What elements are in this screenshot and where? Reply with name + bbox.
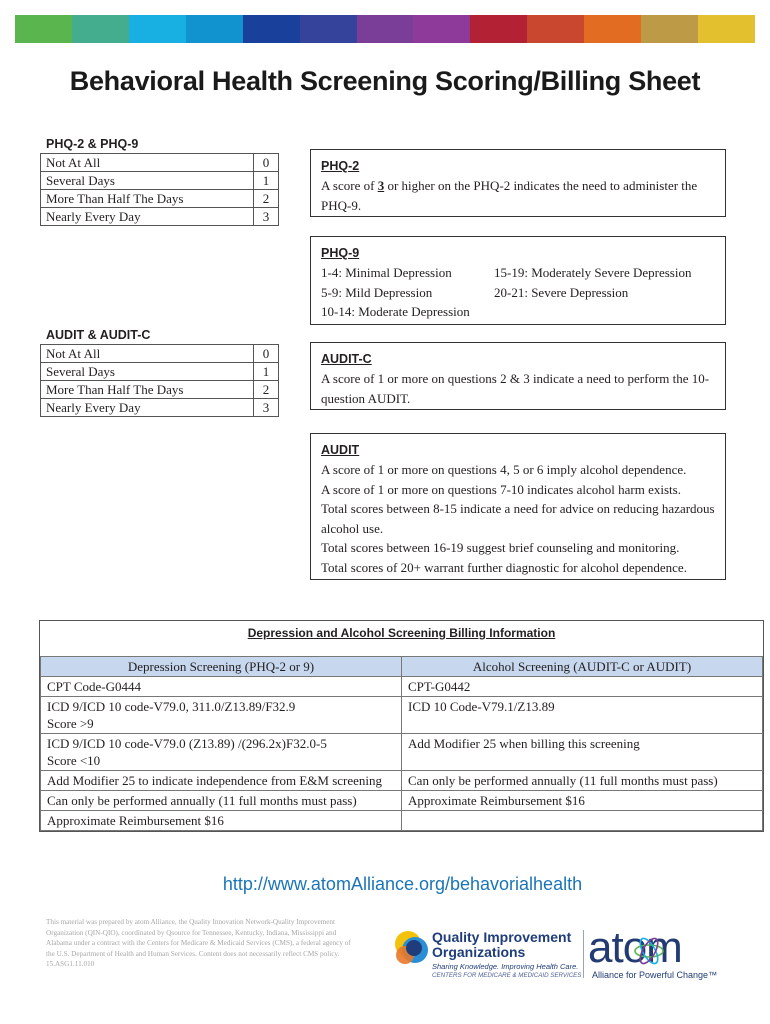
qio-tagline: Sharing Knowledge. Improving Health Care. <box>432 962 579 971</box>
phq9-range-list-left <box>321 263 494 322</box>
phq2-threshold-value: 3 <box>377 178 385 193</box>
audit-scale-table <box>40 344 279 417</box>
phq9-heading: PHQ-9 <box>321 246 360 260</box>
score-row <box>41 208 279 226</box>
alcohol-billing-cell: Approximate Reimbursement $16 <box>402 791 763 811</box>
qio-logo <box>392 928 592 984</box>
header-stripe-segment <box>584 15 641 43</box>
score-row <box>41 172 279 190</box>
billing-column-headers <box>41 657 763 677</box>
header-stripe-segment <box>243 15 300 43</box>
qio-sub: CENTERS FOR MEDICARE & MEDICAID SERVICES <box>432 972 582 979</box>
score-row-label: More Than Half The Days <box>41 190 254 208</box>
header-stripe-segment <box>641 15 698 43</box>
phq2-text <box>321 176 715 215</box>
header-stripe-segment <box>129 15 186 43</box>
phq9-range: 1-4: Minimal Depression <box>321 265 452 280</box>
phq-scale-table <box>40 153 279 226</box>
audit-line: Total scores between 8-15 indicate a need for advice on reducing hazardous alcohol use. <box>321 501 715 536</box>
score-row-label: Several Days <box>41 363 254 381</box>
score-row-value: 0 <box>254 154 279 172</box>
header-stripe-segment <box>72 15 129 43</box>
alcohol-billing-cell: Can only be performed annually (11 full months must pass) <box>402 771 763 791</box>
depression-billing-cell: CPT Code-G0444 <box>41 677 402 697</box>
billing-row <box>41 697 763 734</box>
phq9-range-list-right <box>494 263 691 322</box>
score-row <box>41 399 279 417</box>
header-stripe-segment <box>300 15 357 43</box>
score-row-label: Nearly Every Day <box>41 208 254 226</box>
score-row-label: More Than Half The Days <box>41 381 254 399</box>
header-color-stripe <box>15 15 755 43</box>
audit-line: Total scores of 20+ warrant further diagnostic for alcohol dependence. <box>321 559 687 575</box>
qio-globe-icon <box>392 928 432 968</box>
auditc-info-box <box>310 342 726 410</box>
phq9-range: 5-9: Mild Depression <box>321 284 433 300</box>
score-row-value: 1 <box>254 172 279 190</box>
billing-info-table <box>39 620 764 832</box>
billing-row <box>41 734 763 771</box>
score-row-value: 2 <box>254 190 279 208</box>
score-row-value: 3 <box>254 208 279 226</box>
disclaimer-text: This material was prepared by atom Alliance, the Quality Innovation Network-Quality Improvement Organization (QIN-QIO), coordinated by Qsource for Tennessee, Kentucky, Indiana, Mississippi and Alabama under a contract with the Centers for Medicare & Medicaid Services (CMS), a federal agency of the U.S. Department of Health and Human Services. Content does not necessarily reflect CMS policy. 15.ASG1.11.010 <box>46 918 351 968</box>
depression-billing-cell: Can only be performed annually (11 full months must pass) <box>41 791 402 811</box>
audit-line: A score of 1 or more on questions 4, 5 or 6 imply alcohol dependence. <box>321 462 687 477</box>
qio-name-line1: Quality Improvement <box>432 929 572 945</box>
alcohol-billing-cell <box>402 811 763 831</box>
alcohol-column-header: Alcohol Screening (AUDIT-C or AUDIT) <box>402 657 763 677</box>
header-stripe-segment <box>15 15 72 43</box>
header-stripe-segment <box>413 15 470 43</box>
depression-billing-cell: ICD 9/ICD 10 code-V79.0 (Z13.89) /(296.2x)F32.0-5 Score <10 <box>41 734 402 771</box>
billing-row <box>41 811 763 831</box>
score-row <box>41 381 279 399</box>
phq-scale-label: PHQ-2 & PHQ-9 <box>46 137 139 151</box>
score-row-value: 1 <box>254 363 279 381</box>
phq2-heading: PHQ-2 <box>321 159 360 173</box>
depression-column-header: Depression Screening (PHQ-2 or 9) <box>41 657 402 677</box>
score-row-label: Several Days <box>41 172 254 190</box>
score-row <box>41 154 279 172</box>
phq2-text-before: A score of <box>321 178 378 193</box>
atom-alliance-logo <box>588 924 728 984</box>
depression-billing-cell: Approximate Reimbursement $16 <box>41 811 402 831</box>
score-row <box>41 363 279 381</box>
score-row <box>41 345 279 363</box>
billing-row <box>41 771 763 791</box>
page-title: Behavioral Health Screening Scoring/Billing Sheet <box>69 66 701 96</box>
phq9-range: 20-21: Severe Depression <box>494 284 629 300</box>
alcohol-billing-cell: CPT-G0442 <box>402 677 763 697</box>
audit-scale-label: AUDIT & AUDIT-C <box>46 328 151 342</box>
score-row-label: Nearly Every Day <box>41 399 254 417</box>
audit-line: Total scores between 16-19 suggest brief counseling and monitoring. <box>321 540 680 556</box>
phq9-info-box <box>310 236 726 325</box>
atom-tagline: Alliance for Powerful Change™ <box>592 970 718 980</box>
website-link[interactable]: http://www.atomAlliance.org/behavorialhealth <box>222 874 583 894</box>
header-stripe-segment <box>527 15 584 43</box>
header-stripe-segment <box>186 15 243 43</box>
depression-billing-cell: ICD 9/ICD 10 code-V79.0, 311.0/Z13.89/F32.9 Score >9 <box>41 697 402 734</box>
atom-wordmark: atom <box>588 923 682 972</box>
auditc-text: A score of 1 or more on questions 2 & 3 indicate a need to perform the 10-question AUDIT. <box>321 371 710 406</box>
score-row-label: Not At All <box>41 345 254 363</box>
qio-name <box>432 930 571 960</box>
qio-name-line2: Organizations <box>432 944 526 960</box>
billing-row <box>41 677 763 697</box>
score-row-value: 2 <box>254 381 279 399</box>
alcohol-billing-cell: ICD 10 Code-V79.1/Z13.89 <box>402 697 763 734</box>
atom-orbit-icon <box>633 935 665 967</box>
phq9-range: 15-19: Moderately Severe Depression <box>494 265 692 280</box>
score-row <box>41 190 279 208</box>
phq9-range: 10-14: Moderate Depression <box>321 304 470 320</box>
score-row-value: 3 <box>254 399 279 417</box>
audit-heading: AUDIT <box>321 443 360 457</box>
alcohol-billing-cell: Add Modifier 25 when billing this screening <box>402 734 763 771</box>
audit-info-box <box>310 433 726 580</box>
logo-divider <box>583 930 584 978</box>
phq2-info-box <box>310 149 726 217</box>
auditc-heading: AUDIT-C <box>321 352 372 366</box>
score-row-value: 0 <box>254 345 279 363</box>
depression-billing-cell: Add Modifier 25 to indicate independence from E&M screening <box>41 771 402 791</box>
header-stripe-segment <box>698 15 755 43</box>
header-stripe-segment <box>357 15 414 43</box>
audit-line: A score of 1 or more on questions 7-10 indicates alcohol harm exists. <box>321 481 681 497</box>
billing-heading: Depression and Alcohol Screening Billing Information <box>247 626 556 640</box>
phq2-text-after: or higher on the PHQ-2 indicates the need to administer the PHQ-9. <box>321 178 698 213</box>
score-row-label: Not At All <box>41 154 254 172</box>
header-stripe-segment <box>470 15 527 43</box>
billing-row <box>41 791 763 811</box>
